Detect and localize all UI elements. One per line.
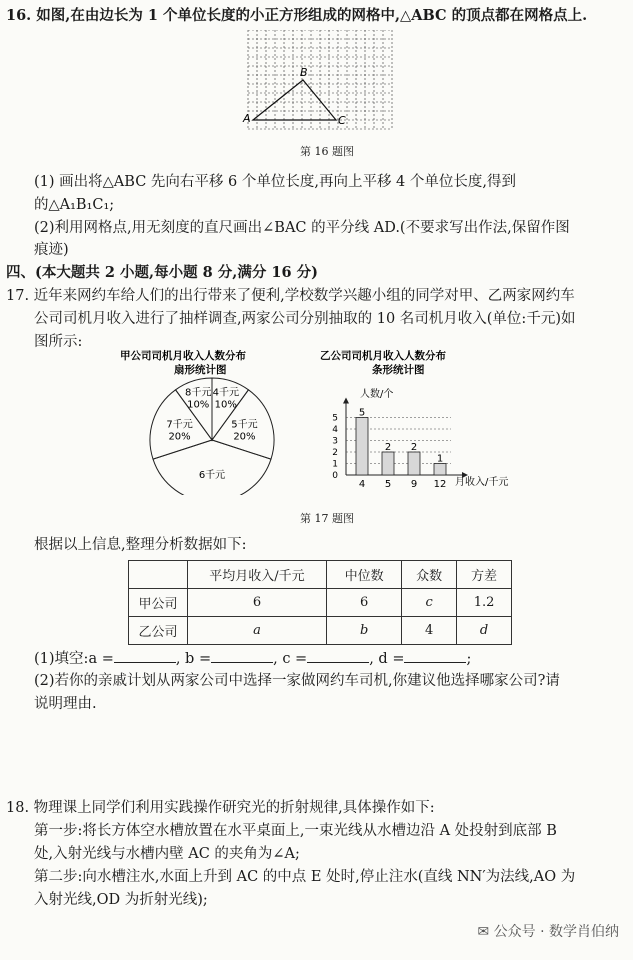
bar-value-label: 5: [358, 407, 366, 419]
table-header-cell: 众数: [402, 561, 457, 589]
table-header-cell: 平均月收入/千元: [188, 561, 327, 589]
q16-part2: (2)利用网格点,用无刻度的直尺画出∠BAC 的平分线 AD.(不要求写出作法,保留作图: [34, 220, 570, 236]
y-axis-arrow-icon: [343, 398, 349, 404]
y-tick-label: 2: [332, 448, 338, 458]
table-cell: d: [457, 617, 512, 645]
q16-caption: 第 16 题图: [300, 145, 354, 158]
pie-slice-percent: 20%: [168, 431, 191, 443]
pie-slice-percent: 10%: [187, 399, 210, 411]
q18-line3: 处,入射光线与水槽内壁 AC 的夹角为∠A;: [34, 846, 300, 862]
q17-line3: 图所示:: [34, 334, 83, 350]
label-a: A: [243, 112, 251, 125]
q16-grid-figure: [238, 30, 398, 135]
bar-value-label: 2: [410, 442, 418, 453]
table-header-cell: 方差: [457, 561, 512, 589]
bar: [408, 452, 420, 475]
pie-slice-label: 7千元: [166, 419, 193, 431]
blank-b[interactable]: [211, 648, 273, 663]
table-cell: c: [402, 589, 457, 617]
q18-line4: 第二步:向水槽注水,水面上升到 AC 的中点 E 处时,停止注水(直线 NN′为法线,AO 为: [34, 869, 576, 885]
pie-chart: [120, 345, 320, 495]
y-tick-label: 5: [332, 413, 338, 424]
q17-line2: 公司司机月收入进行了抽样调查,两家公司分别抽取的 10 名司机月收入(单位:千元)如: [34, 311, 576, 327]
section-four-title: 四、(本大题共 2 小题,每小题 8 分,满分 16 分): [6, 264, 318, 281]
y-tick-label: 1: [332, 459, 338, 470]
bar: [356, 418, 368, 476]
x-tick-label: 12: [433, 479, 447, 490]
q17-fill-line: (1)填空:a = , b = , c = , d = ;: [34, 648, 471, 669]
bar-xlabel: 月收入/千元: [455, 477, 509, 488]
blank-a[interactable]: [114, 648, 176, 663]
table-row: [129, 589, 512, 617]
blank-d[interactable]: [404, 648, 466, 663]
label-b: B: [300, 66, 308, 79]
grid: [248, 30, 392, 129]
q18-line1: 18. 物理课上同学们利用实践操作研究光的折射规律,具体操作如下:: [6, 800, 435, 816]
pie-slice-label: 6千元: [198, 470, 226, 482]
table-row: [129, 617, 512, 645]
bar-value-label: 2: [384, 442, 392, 453]
y-tick-label: 4: [332, 425, 338, 435]
table-cell: a: [188, 617, 327, 645]
bar-chart: [320, 345, 540, 495]
table-cell: 4: [402, 617, 457, 645]
pie-slice-label: 4千元: [212, 387, 239, 399]
label-c: C: [338, 114, 346, 127]
table-cell: b: [327, 617, 402, 645]
q16-part2-cont: 痕迹): [34, 242, 69, 258]
wechat-watermark: ✉ 公众号 · 数学肖伯纳: [477, 924, 619, 940]
q16-part1: (1) 画出将△ABC 先向右平移 6 个单位长度,再向上平移 4 个单位长度,得到: [34, 174, 517, 190]
table-cell: 甲公司: [129, 589, 188, 617]
table-cell: 1.2: [457, 589, 512, 617]
q17-part2: (2)若你的亲戚计划从两家公司中选择一家做网约车司机,你建议他选择哪家公司?请: [34, 673, 560, 689]
q17-intro: 根据以上信息,整理分析数据如下:: [34, 537, 247, 553]
y-tick-label: 0: [332, 471, 338, 481]
bar-subtitle: 条形统计图: [372, 364, 425, 376]
q18-line2: 第一步:将长方体空水槽放置在水平桌面上,一束光线从水槽边沿 A 处投射到底部 B: [34, 823, 557, 839]
pie-title: 甲公司司机月收入人数分布: [120, 350, 246, 362]
bar: [382, 452, 394, 475]
table-cell: 6: [188, 589, 327, 617]
q16-stem: 16. 如图,在由边长为 1 个单位长度的小正方形组成的网格中,△ABC 的顶点都在网格点上.: [6, 7, 588, 24]
bar-title: 乙公司司机月收入人数分布: [320, 350, 446, 362]
pie-slice-label: 8千元: [185, 387, 212, 399]
pie-slice-percent: 20%: [233, 431, 256, 443]
bar: [434, 464, 446, 476]
x-tick-label: 4: [358, 479, 366, 490]
table-header-cell: 中位数: [327, 561, 402, 589]
triangle-abc: [253, 80, 336, 120]
table-cell: 乙公司: [129, 617, 188, 645]
x-tick-label: 5: [384, 479, 392, 490]
table-cell: 6: [327, 589, 402, 617]
q16-part1-cont: 的△A₁B₁C₁;: [34, 197, 115, 213]
y-tick-label: 3: [332, 436, 338, 447]
q17-line1: 17. 近年来网约车给人们的出行带来了便利,学校数学兴趣小组的同学对甲、乙两家网约车: [6, 288, 575, 304]
table-header-cell: [129, 561, 188, 589]
q17-part2-cont: 说明理由.: [34, 696, 97, 712]
q17-table: [128, 560, 512, 645]
pie-slice-label: 5千元: [231, 419, 258, 431]
x-tick-label: 9: [410, 479, 418, 490]
blank-c[interactable]: [307, 648, 369, 663]
bar-ylabel: 人数/个: [360, 389, 394, 400]
pie-subtitle: 扇形统计图: [174, 364, 227, 376]
bar-value-label: 1: [436, 453, 444, 465]
q17-caption: 第 17 题图: [300, 512, 354, 525]
pie-slice-percent: 10%: [214, 399, 237, 411]
table-header-row: [129, 561, 512, 589]
q18-line5: 入射光线,OD 为折射光线);: [34, 892, 208, 908]
wechat-icon: ✉: [477, 924, 494, 940]
pie-slice: [153, 440, 271, 495]
